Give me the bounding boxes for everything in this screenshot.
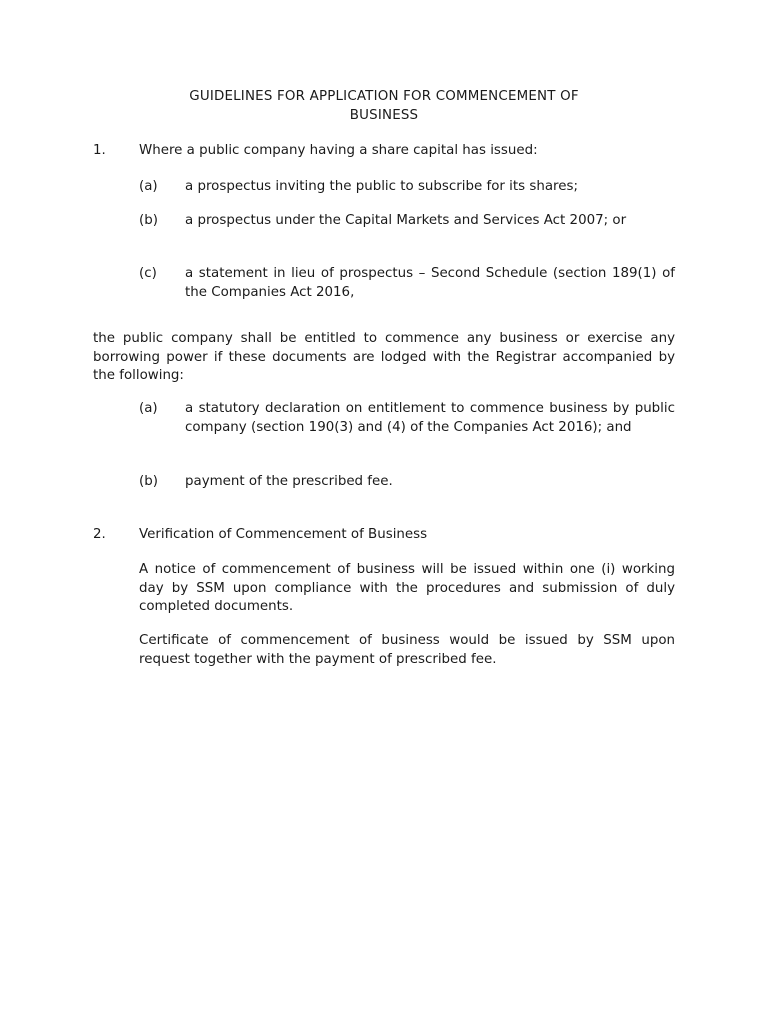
item-b-text: a prospectus under the Capital Markets and Services Act 2007; or (185, 213, 627, 228)
item-a-label: (a) (139, 179, 158, 194)
title-line-1: GUIDELINES FOR APPLICATION FOR COMMENCEMENT OF (189, 89, 579, 104)
item-a-text: a prospectus inviting the public to subscribe for its shares; (185, 179, 578, 194)
section-2-number: 2. (93, 527, 106, 542)
section-1-continuation: the public company shall be entitled to commence any business or exercise any borrowing power if these documents are lodged with the Registrar accompanied by the following: (93, 331, 675, 383)
title-line-2: BUSINESS (349, 107, 419, 123)
section-2-paragraph-1: A notice of commencement of business will be issued within one (i) working day by SSM upon compliance with the procedures and submission of duly completed documents. (139, 562, 675, 614)
followup-a-text: a statutory declaration on entitlement to commence business by public company (section 190(3) and (4) of the Companies Act 2016); and (185, 401, 675, 435)
section-2-paragraph-2: Certificate of commencement of business would be issued by SSM upon request together with the payment of prescribed fee. (139, 633, 675, 667)
item-c-text: a statement in lieu of prospectus – Second Schedule (section 189(1) of the Companies Act 2016, (185, 266, 675, 300)
section-2-heading: Verification of Commencement of Business (139, 527, 428, 542)
followup-b-text: payment of the prescribed fee. (185, 474, 393, 489)
section-1-lead: Where a public company having a share capital has issued: (139, 143, 538, 158)
followup-b-label: (b) (139, 474, 158, 489)
followup-a-label: (a) (139, 401, 158, 416)
document-title (93, 88, 675, 125)
section-1-number: 1. (93, 143, 106, 158)
item-c-label: (c) (139, 266, 157, 281)
item-b-label: (b) (139, 213, 158, 228)
